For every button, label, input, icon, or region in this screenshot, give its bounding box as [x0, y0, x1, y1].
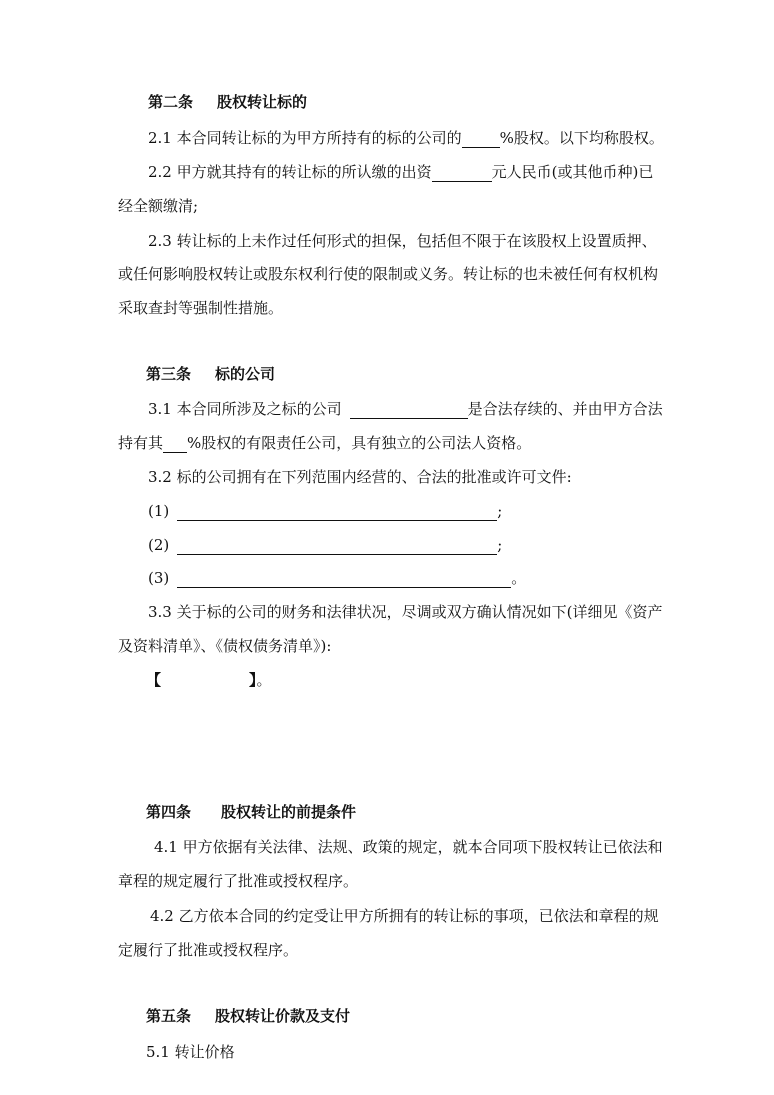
- clause-5-1: 5.1 转让价格: [146, 1043, 235, 1061]
- article-2-title: 股权转让标的: [217, 93, 308, 111]
- clause-4-2-line-1: 4.2 乙方依本合同的约定受让甲方所拥有的转让标的事项，已依法和章程的规: [150, 907, 659, 925]
- bracket-close: 】: [249, 671, 257, 689]
- clause-4-2-line-2: 定履行了批准或授权程序。: [118, 941, 299, 959]
- clause-2-1-text-a: 2.1 本合同转让标的为甲方所持有的标的公司的: [148, 129, 462, 147]
- article-5-title: 股权转让价款及支付: [215, 1007, 351, 1025]
- article-4-number: 第四条: [146, 803, 192, 821]
- article-4-heading: [146, 802, 356, 822]
- article-4-title: 股权转让的前提条件: [221, 803, 357, 821]
- bracket-end: 。: [256, 671, 272, 689]
- scope-item-1-blank[interactable]: [177, 504, 497, 521]
- clause-3-1-text-b: 是合法存续的、并由甲方合法: [467, 400, 663, 418]
- share-percent-blank[interactable]: [163, 436, 187, 453]
- clause-2-3-line-3: 采取查封等强制性措施。: [118, 299, 284, 317]
- capital-blank[interactable]: [432, 165, 492, 182]
- clause-3-1-text-a: 3.1 本合同所涉及之标的公司: [148, 400, 342, 418]
- article-5-heading: [146, 1006, 350, 1026]
- scope-item-2: [148, 535, 502, 555]
- clause-2-1: [148, 128, 664, 148]
- clause-3-1: [148, 399, 663, 419]
- article-2-heading: [148, 92, 307, 112]
- article-2-number: 第二条: [148, 93, 194, 111]
- scope-item-3: [148, 568, 526, 588]
- article-5-number: 第五条: [146, 1007, 192, 1025]
- clause-3-3-line-1: 3.3 关于标的公司的财务和法律状况，尽调或双方确认情况如下(详细见《资产: [148, 603, 663, 621]
- status-bracket: [146, 670, 272, 690]
- clause-2-1-text-b: %股权。以下均称股权。: [499, 129, 664, 147]
- clause-2-2: [148, 162, 653, 182]
- scope-item-2-label: (2): [148, 536, 170, 554]
- percent-blank[interactable]: [462, 131, 500, 148]
- scope-item-2-blank[interactable]: [177, 538, 497, 555]
- clause-4-1-line-1: 4.1 甲方依据有关法律、法规、政策的规定，就本合同项下股权转让已依法和: [154, 838, 663, 856]
- clause-3-1-text-c: 持有其: [118, 434, 164, 452]
- scope-item-1-end: ;: [497, 502, 503, 520]
- clause-3-2: 3.2 标的公司拥有在下列范围内经营的、合法的批准或许可文件:: [148, 468, 572, 486]
- article-3-title: 标的公司: [215, 365, 276, 383]
- clause-2-2-cont: 经全额缴清;: [118, 197, 199, 215]
- clause-2-2-text-b: 元人民币(或其他币种)已: [491, 163, 654, 181]
- bracket-open: 【: [146, 671, 162, 689]
- clause-3-3-line-2: 及资料清单》、《债权债务清单》):: [118, 637, 332, 655]
- clause-4-1-line-2: 章程的规定履行了批准或授权程序。: [118, 872, 359, 890]
- scope-item-3-label: (3): [148, 569, 170, 587]
- scope-item-1: [148, 501, 502, 521]
- clause-3-1-text-d: %股权的有限责任公司，具有独立的公司法人资格。: [187, 434, 532, 452]
- scope-item-3-blank[interactable]: [177, 571, 511, 588]
- company-name-blank[interactable]: [350, 402, 468, 419]
- scope-item-3-end: 。: [511, 569, 527, 587]
- clause-2-2-text-a: 2.2 甲方就其持有的转让标的所认缴的出资: [148, 163, 432, 181]
- article-3-heading: [146, 364, 275, 384]
- article-3-number: 第三条: [146, 365, 192, 383]
- clause-2-3-line-2: 或任何影响股权转让或股东权利行使的限制或义务。转让标的也未被任何有权机构: [118, 265, 659, 283]
- scope-item-2-end: ;: [497, 536, 503, 554]
- clause-3-1-cont: [118, 433, 531, 453]
- clause-2-3-line-1: 2.3 转让标的上未作过任何形式的担保，包括但不限于在该股权上设置质押、: [148, 232, 657, 250]
- scope-item-1-label: (1): [148, 502, 170, 520]
